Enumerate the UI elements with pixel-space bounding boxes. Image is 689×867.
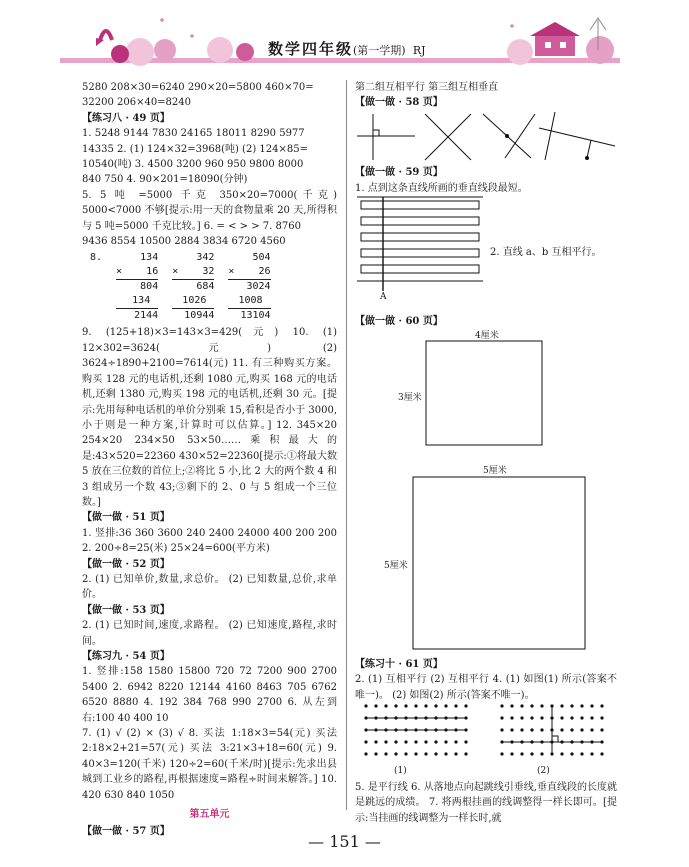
answer-paragraph: 2. (1) 已知单价,数量,求总价。 (2) 已知数量,总价,求单价。 bbox=[82, 573, 337, 601]
title-text: 数学四年级 bbox=[268, 40, 354, 58]
multiplicand: 504 bbox=[252, 252, 271, 264]
page-number: — 151 — bbox=[308, 832, 381, 851]
answer-line: 1. 5248 9144 7830 24165 18011 8290 5977 bbox=[82, 128, 305, 140]
bar bbox=[361, 217, 479, 225]
multiplicand: 134 bbox=[140, 252, 159, 264]
answer-paragraph: 5. 是平行线 6. 从落地点向起跳线引垂线,垂直线段的长度就是跳远的成绩。 7. 将两根挂画的线调整得一样长即可。[提示:当挂画的线调整为一样长时,就 bbox=[355, 782, 617, 824]
column-divider bbox=[346, 80, 347, 810]
answer-line: 2. 直线 a、b 互相平行。 bbox=[490, 247, 602, 258]
answer-line: 9436 8554 10500 2884 3834 6720 4560 bbox=[82, 236, 286, 248]
answer-paragraph: 1. 竖排:158 1580 15800 720 72 7200 900 2700 5400 2. 6942 8220 12144 4160 8463 705 6762 6520 8880 4. 192 384 768 990 2700 6. 从左到右:100 40 400 10 bbox=[82, 666, 337, 724]
section-heading: 【练习八 · 49 页】 bbox=[82, 112, 170, 124]
square-width-label: 5厘米 bbox=[483, 466, 507, 476]
multiplier-row bbox=[228, 265, 270, 279]
vertical-calc bbox=[116, 251, 158, 323]
title-edition: RJ bbox=[412, 44, 426, 57]
rectangle-4x3 bbox=[425, 340, 545, 448]
page-title bbox=[268, 38, 426, 59]
multiplier: 26 bbox=[258, 266, 271, 278]
times-sign: × bbox=[228, 266, 235, 278]
page-header bbox=[0, 0, 689, 78]
square-outline bbox=[413, 477, 585, 649]
partial-product: 3024 bbox=[246, 281, 271, 293]
dot-grid-figures bbox=[362, 702, 612, 764]
partial-product: 134 bbox=[132, 295, 151, 307]
multiplier: 16 bbox=[146, 266, 159, 278]
answer-paragraph: 7. (1) √ (2) × (3) √ 8. 买法 1:18×3=54(元) 买法 2:18×2+21=57(元) 买法 3:21×3+18=60(元) 9. 40×3=120(千米) 120÷2=60(千米/时)[提示:先求出县城到工业乡的路程,再根据速度=路程÷时间来解答。] 10. 420 630 840 1050 bbox=[82, 728, 337, 801]
rect-width-label: 4厘米 bbox=[475, 331, 499, 341]
perpendicular-figures bbox=[355, 110, 625, 162]
section-heading: 【做一做 · 52 页】 bbox=[82, 558, 170, 570]
line bbox=[505, 114, 535, 158]
answer-line: 840 750 4. 90×201=18090(分钟) bbox=[82, 174, 248, 186]
bar bbox=[361, 233, 479, 241]
vertical-calc bbox=[172, 251, 214, 323]
exercise-ten bbox=[355, 657, 617, 703]
partial-product: 1008 bbox=[238, 295, 263, 307]
multiplicand: 342 bbox=[196, 252, 215, 264]
answer-paragraph: 1. 竖排:36 360 3600 240 2400 24000 400 200 200 2. 200÷8=25(米) 25×24=600(平方米) bbox=[82, 527, 337, 555]
section-heading: 【做一做 · 57 页】 bbox=[82, 826, 170, 838]
line bbox=[587, 140, 591, 158]
bar bbox=[361, 249, 479, 257]
product: 13104 bbox=[240, 310, 271, 322]
multiplier-row bbox=[172, 265, 214, 279]
multiplier: 32 bbox=[202, 266, 215, 278]
answer-paragraph: 2. (1) 互相平行 (2) 互相平行 4. (1) 如图(1) 所示(答案不唯一)。 (2) 如图(2) 所示(答案不唯一)。 bbox=[355, 674, 617, 701]
vertical-calc bbox=[228, 251, 270, 323]
item-number: 8. bbox=[90, 252, 103, 264]
answer-paragraph: 9. (125+18)×3=143×3=429(元) 10. (1) 12×302=3624(元) (2) 3624÷1890+2100=7614(元) 11. 有三种购买方案。购买 128 元的电话机,还剩 1080 元,购买 168 元的电话机,还剩 1380 元,购买 198 元的电话机,还剩 30 元。[提示:先用每种电话机的单价分别乘 15,看积是否小于 3000,小于则是一种方案,计算时可以估算。] 12. 345×20 254×20 234×50 53×50……乘积最大的是:43×520=22360 430×52=22360[提示:①将最大数 5 放在三位数的首位上;②将比 5 小,比 2 大的两个数 4 和 3 组成另一个数 43;③剩下的 2、0 与 5 组成一个三位数。] bbox=[82, 327, 337, 508]
left-column bbox=[82, 80, 337, 840]
answer-line: 14335 2. (1) 124×32=3968(吨) (2) 124×85= bbox=[82, 143, 308, 155]
square-height-label: 5厘米 bbox=[384, 561, 408, 571]
partial-product: 1026 bbox=[182, 295, 207, 307]
section-heading: 【练习十 · 61 页】 bbox=[355, 659, 443, 670]
answer-paragraph: 5. 5 吨 =5000 千克 350×20=7000(千克) 5000<7000 不够[提示:用一天的食物量乘 20 天,所得积与 5 吨=5000 千克比较。] 6. = < > > 7. 8760 bbox=[82, 189, 337, 232]
right-column bbox=[355, 80, 617, 111]
line bbox=[539, 128, 615, 146]
answer-line: 第二组互相平行 第三组互相垂直 bbox=[355, 82, 499, 93]
vertical-multiplications bbox=[90, 251, 337, 323]
right-angle-mark bbox=[373, 130, 379, 136]
title-term: (第一学期) bbox=[353, 44, 406, 57]
point-label: A bbox=[380, 292, 387, 302]
line bbox=[545, 112, 555, 160]
section-heading: 【做一做 · 51 页】 bbox=[82, 512, 170, 524]
section-heading: 【做一做 · 53 页】 bbox=[82, 604, 170, 616]
exercise-ten-continued bbox=[355, 780, 617, 826]
figure-caption: (1) bbox=[394, 766, 407, 776]
answer-line: 10540(吨) 3. 4500 3200 960 950 9800 8000 bbox=[82, 159, 304, 171]
point bbox=[585, 156, 589, 160]
section-heading: 【做一做 · 60 页】 bbox=[355, 316, 443, 327]
rectangle-outline bbox=[426, 341, 542, 445]
times-sign: × bbox=[116, 266, 123, 278]
answer-paragraph: 2. (1) 已知时间,速度,求路程。 (2) 已知速度,路程,求时间。 bbox=[82, 620, 337, 647]
multiplier-row bbox=[116, 265, 158, 279]
bar bbox=[361, 265, 479, 273]
section-heading: 【做一做 · 59 页】 bbox=[355, 167, 443, 178]
answer-line: 5280 208×30=6240 290×20=5800 460×70= bbox=[82, 82, 314, 93]
answer-line: 1. 点到这条直线所画的垂直线段最短。 bbox=[355, 183, 528, 194]
section-heading: 【练习九 · 54 页】 bbox=[82, 651, 170, 662]
partial-product: 804 bbox=[140, 281, 159, 293]
partial-product: 684 bbox=[196, 281, 215, 293]
rect-height-label: 3厘米 bbox=[398, 393, 422, 403]
unit-heading: 第五单元 bbox=[189, 809, 230, 821]
square-5x5 bbox=[412, 476, 588, 652]
point bbox=[505, 134, 509, 138]
parallel-lines-figure bbox=[355, 195, 485, 305]
bar bbox=[361, 201, 479, 209]
figure-caption: (2) bbox=[537, 766, 550, 776]
answer-line: 32200 206×40=8240 bbox=[82, 97, 192, 109]
section-heading: 【做一做 · 58 页】 bbox=[355, 97, 443, 109]
product: 10944 bbox=[184, 310, 215, 322]
product: 2144 bbox=[134, 310, 159, 322]
times-sign: × bbox=[172, 266, 179, 278]
